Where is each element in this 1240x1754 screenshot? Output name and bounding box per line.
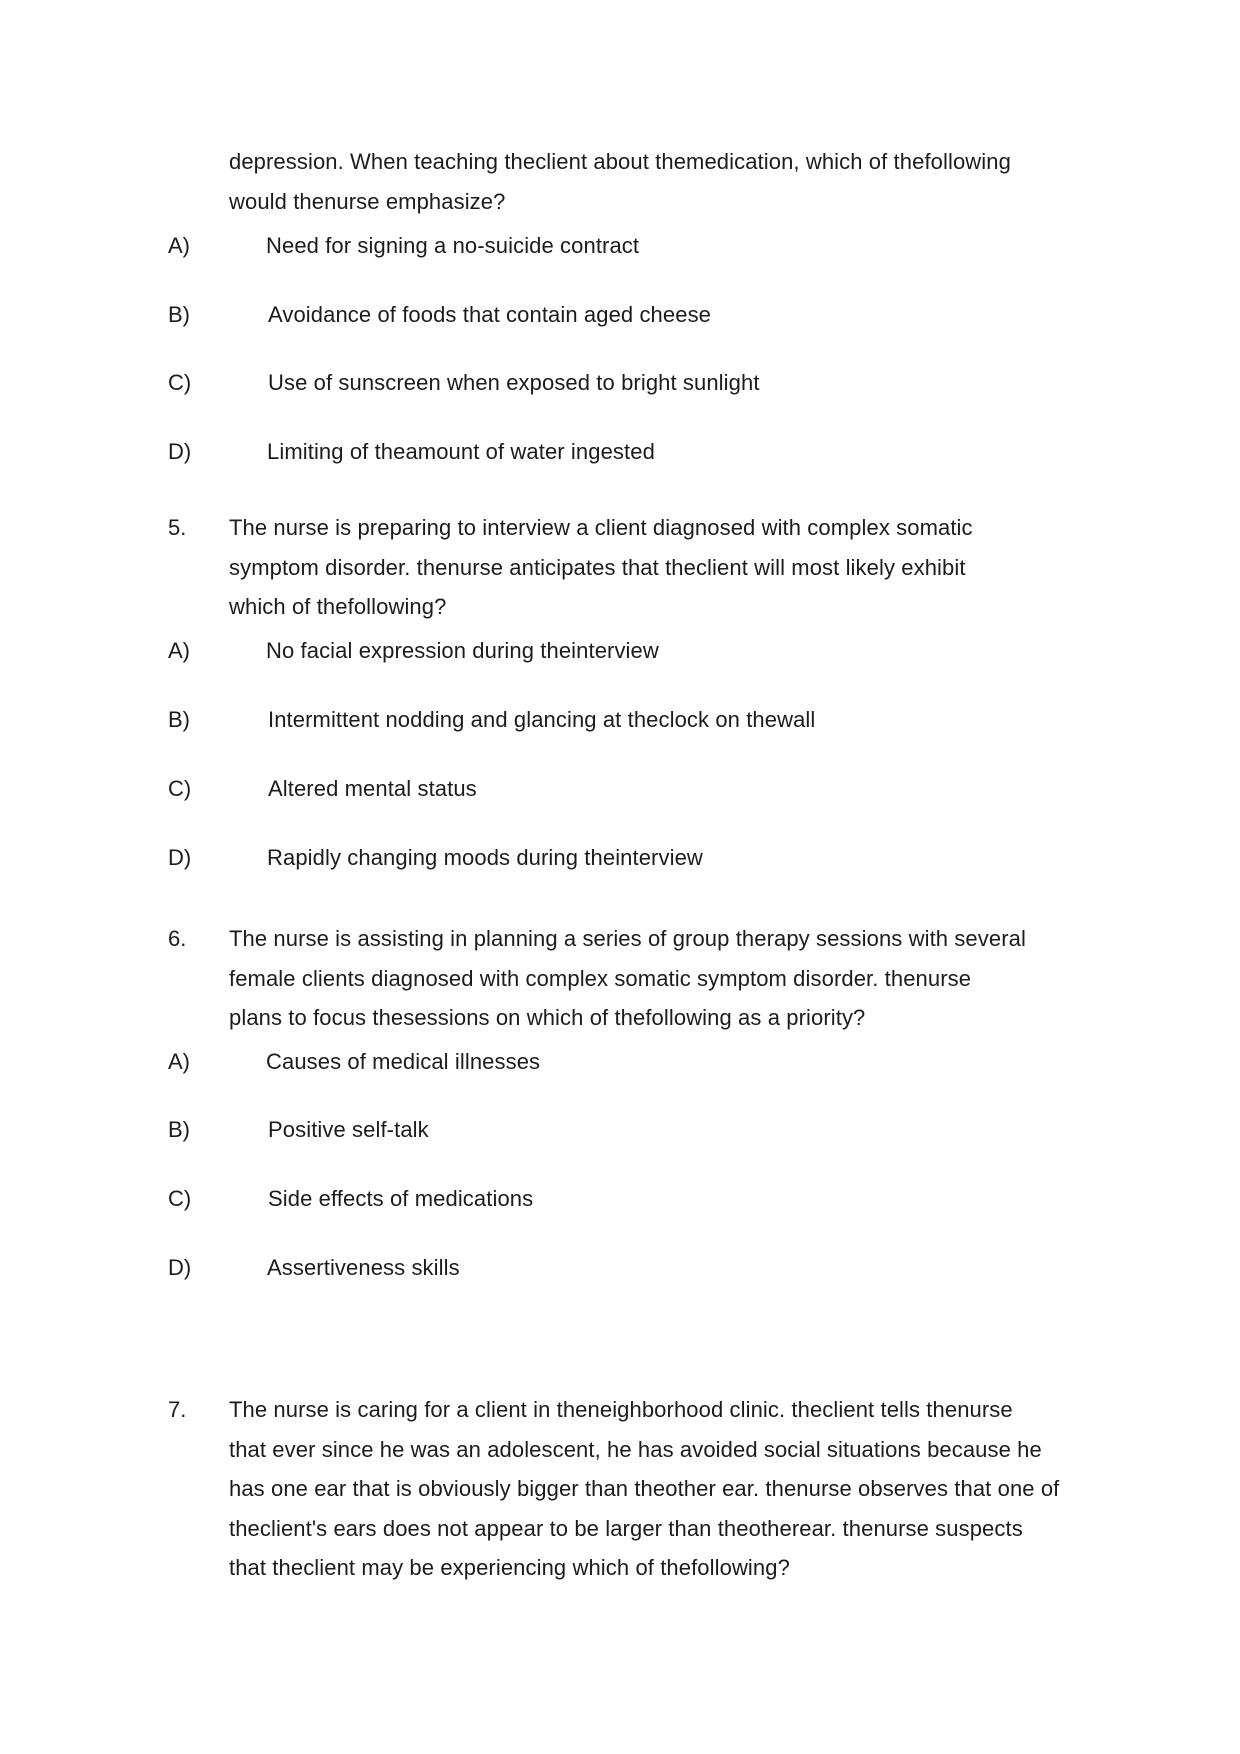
question-6-option-b-letter: B) (168, 1117, 190, 1142)
question-4-option-a-letter: A) (168, 233, 190, 258)
question-5-option-c-letter: C) (168, 776, 192, 801)
question-5-number: 5. (168, 515, 187, 540)
question-4-option-c-text: Use of sunscreen when exposed to bright sunlight (268, 370, 760, 395)
question-7-text-line-3: has one ear that is obviously bigger than theother ear. thenurse observes that one of (229, 1476, 1060, 1501)
question-6-number: 6. (168, 926, 187, 951)
question-4-text-line-1: depression. When teaching theclient about themedication, which of thefollowing (229, 149, 1011, 174)
question-5-text-line-2: symptom disorder. thenurse anticipates that theclient will most likely exhibit (229, 555, 966, 580)
question-5-text-line-1: The nurse is preparing to interview a client diagnosed with complex somatic (229, 515, 973, 540)
question-6-text-line-2: female clients diagnosed with complex somatic symptom disorder. thenurse (229, 966, 972, 991)
question-6-option-d-letter: D) (168, 1255, 192, 1280)
question-4-option-a-text: Need for signing a no-suicide contract (266, 233, 640, 258)
question-5-option-d-text: Rapidly changing moods during theinterview (267, 845, 703, 870)
question-5-option-a-text: No facial expression during theinterview (266, 638, 659, 663)
question-6-option-a-text: Causes of medical illnesses (266, 1049, 541, 1074)
question-7-text-line-2: that ever since he was an adolescent, he has avoided social situations because he (229, 1437, 1042, 1462)
question-5-option-c-text: Altered mental status (268, 776, 477, 801)
question-4-text-line-2: would thenurse emphasize? (229, 189, 506, 214)
question-7-text-line-4: theclient's ears does not appear to be larger than theotherear. thenurse suspects (229, 1516, 1023, 1541)
question-6-option-a-letter: A) (168, 1049, 190, 1074)
question-4-option-b-text: Avoidance of foods that contain aged cheese (268, 302, 711, 327)
question-5-option-b-letter: B) (168, 707, 190, 732)
question-4-option-c-letter: C) (168, 370, 192, 395)
question-7-text-line-5: that theclient may be experiencing which of thefollowing? (229, 1555, 790, 1580)
question-6-option-d-text: Assertiveness skills (267, 1255, 460, 1280)
question-6-text-line-1: The nurse is assisting in planning a series of group therapy sessions with several (229, 926, 1026, 951)
question-6-text-line-3: plans to focus thesessions on which of thefollowing as a priority? (229, 1005, 866, 1030)
question-4-option-d-letter: D) (168, 439, 192, 464)
question-5-option-d-letter: D) (168, 845, 192, 870)
question-5-text-line-3: which of thefollowing? (229, 594, 447, 619)
question-4-option-b-letter: B) (168, 302, 190, 327)
question-5-option-a-letter: A) (168, 638, 190, 663)
question-7-text-line-1: The nurse is caring for a client in theneighborhood clinic. theclient tells thenurse (229, 1397, 1013, 1422)
question-7-number: 7. (168, 1397, 187, 1422)
question-5-option-b-text: Intermittent nodding and glancing at theclock on thewall (268, 707, 816, 732)
question-6-option-c-text: Side effects of medications (268, 1186, 534, 1211)
question-6-option-c-letter: C) (168, 1186, 192, 1211)
question-6-option-b-text: Positive self-talk (268, 1117, 429, 1142)
question-4-option-d-text: Limiting of theamount of water ingested (267, 439, 655, 464)
